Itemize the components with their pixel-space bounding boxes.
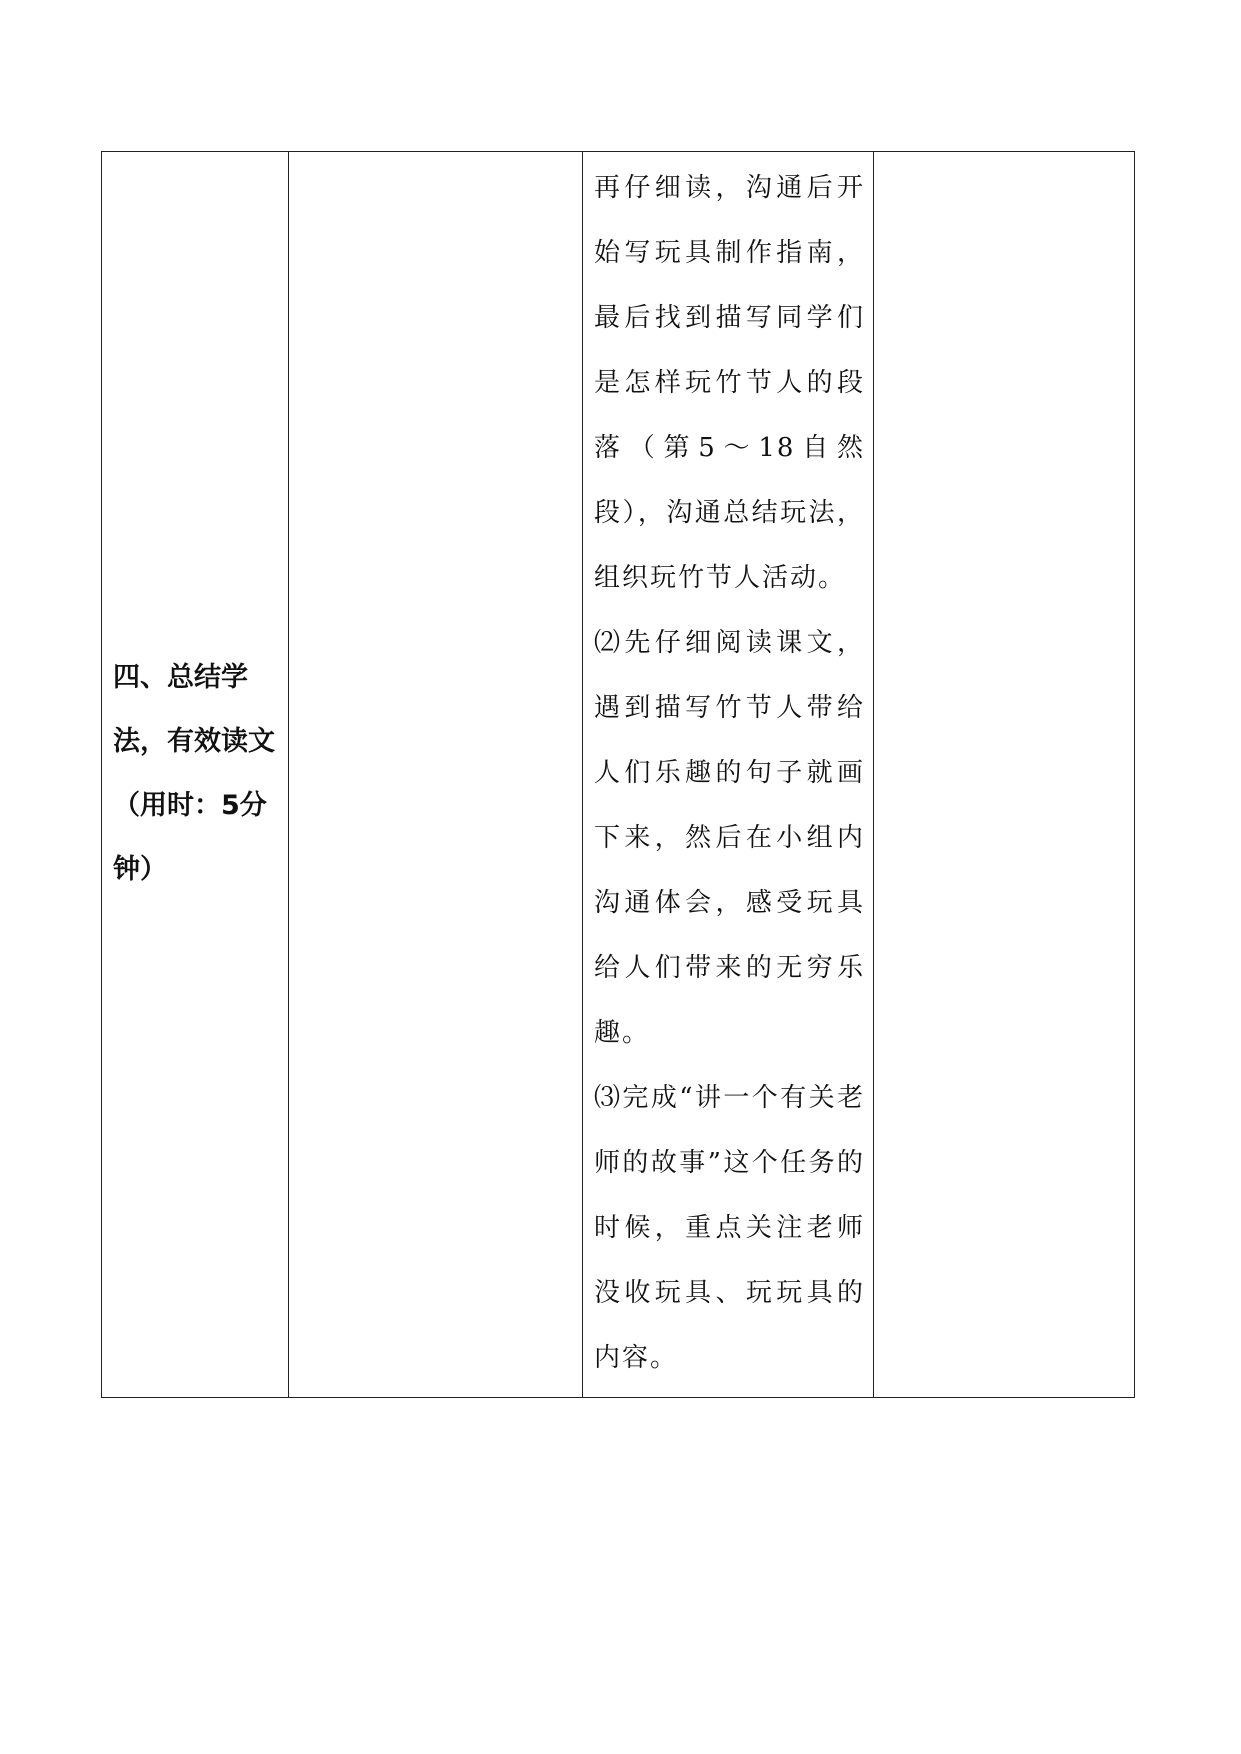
lesson-plan-table (101, 151, 1135, 1398)
notes-cell (874, 152, 1135, 1398)
stage-label: 四、总结学法，有效读文（用时：5分钟） (113, 661, 275, 885)
student-activity-paragraph-3: ⑶完成“讲一个有关老师的故事”这个任务的时候，重点关注老师没收玩具、玩玩具的内容。 (594, 1083, 865, 1373)
student-activity-cell (583, 152, 874, 1398)
student-activity-paragraph-1: 再仔细读，沟通后开始写玩具制作指南，最后找到描写同学们是怎样玩竹节人的段落（第5～18自然段），沟通总结玩法，组织玩竹节人活动。 (594, 173, 865, 593)
teacher-activity-cell (289, 152, 583, 1398)
stage-cell (102, 152, 289, 1398)
student-activity-paragraph-2: ⑵先仔细阅读课文，遇到描写竹节人带给人们乐趣的句子就画下来，然后在小组内沟通体会，感受玩具给人们带来的无穷乐趣。 (594, 628, 865, 1048)
table-row (102, 152, 1135, 1398)
